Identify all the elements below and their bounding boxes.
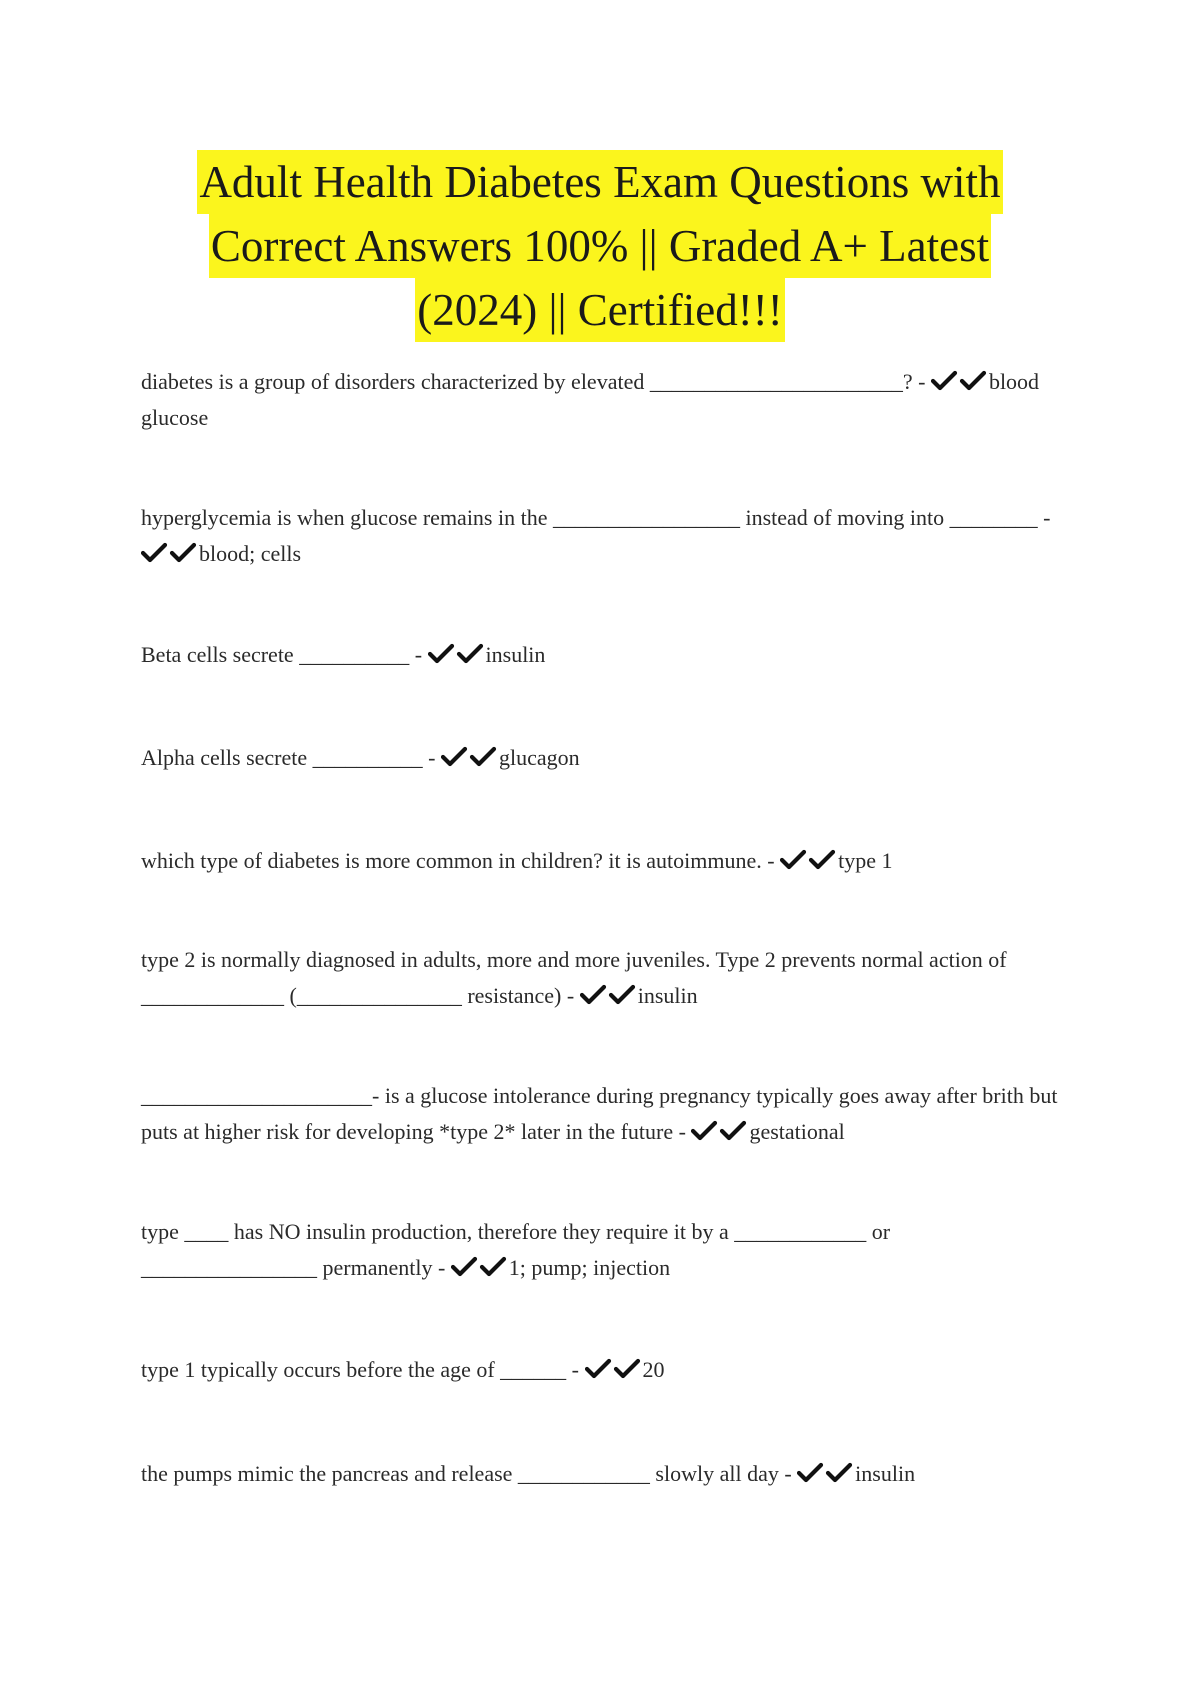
title-line-3: (2024) || Certified!!! [415,278,784,342]
double-check-icon [441,746,497,768]
title-line-1: Adult Health Diabetes Exam Questions with [197,150,1002,214]
answer-text: 20 [642,1357,665,1382]
double-check-icon [451,1256,507,1278]
qa-item [141,500,1061,572]
double-check-icon [580,984,636,1006]
qa-item [141,1456,1061,1492]
qa-item [141,1078,1061,1150]
answer-text: 1; pump; injection [508,1255,671,1280]
title-line-2: Correct Answers 100% || Graded A+ Latest [209,214,991,278]
question-text: which type of diabetes is more common in children? it is autoimmune. - [141,848,775,873]
answer-text: insulin [485,642,546,667]
question-text: diabetes is a group of disorders characterized by elevated _______________________? - [141,369,926,394]
double-check-icon [931,370,987,392]
double-check-icon [428,643,484,665]
qa-item [141,1352,1061,1388]
double-check-icon [691,1120,747,1142]
double-check-icon [585,1358,641,1380]
question-text: Beta cells secrete __________ - [141,642,423,667]
qa-item [141,1214,1061,1286]
question-text: type 1 typically occurs before the age of ______ - [141,1357,580,1382]
answer-text: gestational [749,1119,845,1144]
qa-item [141,843,1061,879]
question-text: type 2 is normally diagnosed in adults, more and more juveniles. Type 2 prevents normal action of _____________ (_______________ resistance) - [141,947,1013,1008]
qa-item [141,942,1061,1014]
question-text: Alpha cells secrete __________ - [141,745,436,770]
question-text: _____________________- is a glucose intolerance during pregnancy typically goes away after brith but puts at higher risk for developing *type 2* later in the future - [141,1083,1063,1144]
qa-item [141,364,1061,436]
document-title [130,150,1070,342]
question-text: the pumps mimic the pancreas and release ____________ slowly all day - [141,1461,792,1486]
answer-text: glucagon [498,745,580,770]
qa-item [141,637,1061,673]
answer-text: blood glucose [141,369,1040,430]
double-check-icon [797,1462,853,1484]
qa-item [141,740,1061,776]
double-check-icon [780,849,836,871]
answer-text: insulin [637,983,698,1008]
question-text: hyperglycemia is when glucose remains in the _________________ instead of moving into ________ - [141,505,1051,530]
double-check-icon [141,542,197,564]
answer-text: blood; cells [199,541,302,566]
answer-text: insulin [855,1461,916,1486]
answer-text: type 1 [838,848,893,873]
question-text: type ____ has NO insulin production, therefore they require it by a ____________ or ________________ permanently - [141,1219,896,1280]
